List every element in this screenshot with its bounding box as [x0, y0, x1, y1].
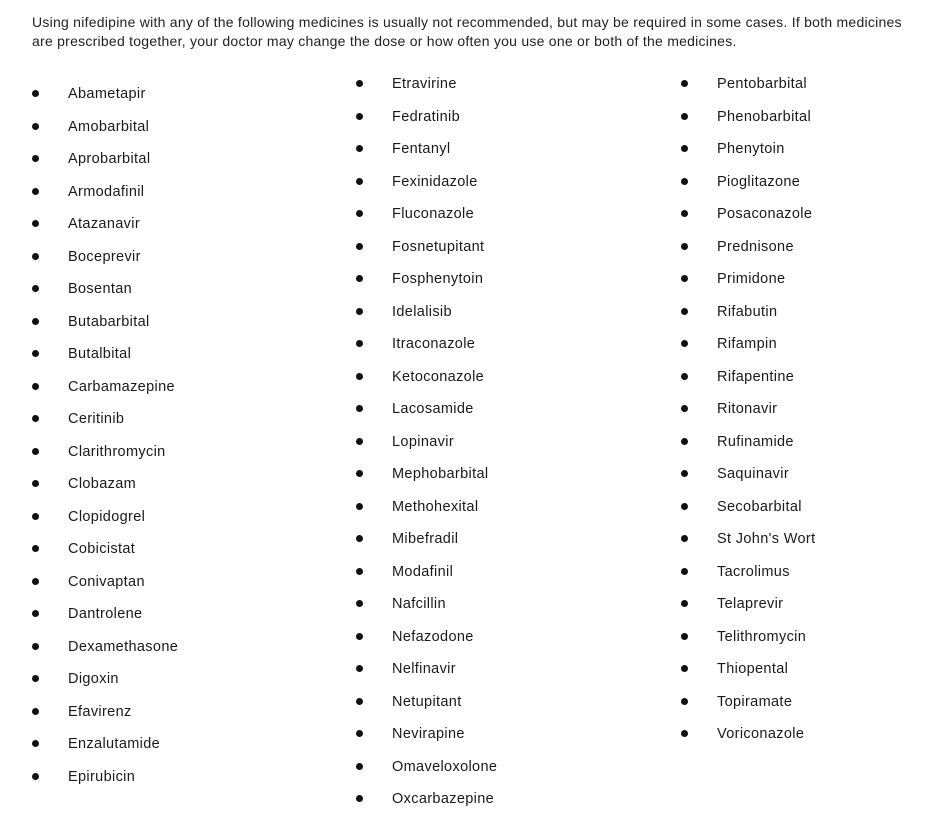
- bullet-icon: [681, 373, 688, 380]
- medicine-name: Posaconazole: [717, 206, 813, 222]
- bullet-icon: [356, 373, 363, 380]
- medicine-name: Thiopental: [717, 661, 789, 677]
- bullet-icon: [681, 145, 688, 152]
- medicine-name: Epirubicin: [68, 768, 136, 785]
- medicine-name: Clobazam: [68, 476, 137, 492]
- bullet-icon: [356, 145, 363, 152]
- medicine-name: Dexamethasone: [68, 638, 179, 655]
- bullet-icon: [681, 568, 688, 575]
- medicine-name: Pioglitazone: [717, 173, 801, 190]
- medicine-name: Mibefradil: [392, 531, 459, 547]
- bullet-icon: [681, 535, 688, 542]
- medicine-name: Voriconazole: [717, 726, 805, 742]
- bullet-icon: [32, 675, 39, 682]
- bullet-icon: [32, 123, 39, 130]
- bullet-icon: [681, 243, 688, 250]
- medicine-name: Saquinavir: [717, 466, 790, 482]
- bullet-icon: [356, 243, 363, 250]
- bullet-icon: [32, 155, 39, 162]
- bullet-icon: [356, 405, 363, 412]
- bullet-icon: [356, 438, 363, 445]
- bullet-icon: [32, 513, 39, 520]
- bullet-icon: [681, 470, 688, 477]
- medicine-name: Pentobarbital: [717, 76, 807, 92]
- bullet-icon: [32, 773, 39, 780]
- medicine-name: Itraconazole: [392, 336, 476, 352]
- medicine-name: Efavirenz: [68, 703, 132, 720]
- medicine-name: Methohexital: [392, 498, 479, 515]
- bullet-icon: [356, 535, 363, 542]
- medicine-name: Omaveloxolone: [392, 758, 498, 775]
- medicine-name: Mephobarbital: [392, 466, 489, 482]
- bullet-icon: [32, 578, 39, 585]
- bullet-icon: [356, 568, 363, 575]
- medicine-name: Phenobarbital: [717, 108, 812, 125]
- medicine-name: Nevirapine: [392, 726, 465, 742]
- bullet-icon: [32, 253, 39, 260]
- medicine-name: Abametapir: [68, 86, 146, 102]
- medicine-name: Etravirine: [392, 76, 457, 92]
- bullet-icon: [32, 350, 39, 357]
- medicine-name: Netupitant: [392, 693, 462, 710]
- bullet-icon: [32, 188, 39, 195]
- bullet-icon: [681, 503, 688, 510]
- bullet-icon: [681, 113, 688, 120]
- bullet-icon: [356, 80, 363, 87]
- medicine-name: Primidone: [717, 271, 786, 287]
- medicine-name: Rifabutin: [717, 303, 778, 320]
- medicine-name: Idelalisib: [392, 303, 452, 320]
- bullet-icon: [681, 633, 688, 640]
- bullet-icon: [32, 643, 39, 650]
- bullet-icon: [32, 318, 39, 325]
- medicine-name: Secobarbital: [717, 498, 802, 515]
- medicine-name: Conivaptan: [68, 573, 145, 590]
- medicine-name: Ritonavir: [717, 401, 778, 417]
- bullet-icon: [681, 80, 688, 87]
- bullet-icon: [356, 210, 363, 217]
- medicine-name: Nafcillin: [392, 596, 446, 612]
- bullet-icon: [356, 730, 363, 737]
- bullet-icon: [356, 503, 363, 510]
- medicine-name: Fosphenytoin: [392, 271, 484, 287]
- bullet-icon: [32, 285, 39, 292]
- bullet-icon: [681, 405, 688, 412]
- bullet-icon: [681, 178, 688, 185]
- medicine-name: Armodafinil: [68, 183, 145, 200]
- bullet-icon: [32, 220, 39, 227]
- medicine-name: Carbamazepine: [68, 378, 175, 395]
- medicine-name: Topiramate: [717, 693, 793, 710]
- medicine-name: Bosentan: [68, 281, 133, 297]
- bullet-icon: [681, 600, 688, 607]
- bullet-icon: [681, 308, 688, 315]
- medicine-name: Ketoconazole: [392, 368, 485, 385]
- bullet-icon: [32, 610, 39, 617]
- bullet-icon: [356, 763, 363, 770]
- medicine-name: Telaprevir: [717, 596, 784, 612]
- medicine-name: Ceritinib: [68, 411, 125, 427]
- medicine-name: Enzalutamide: [68, 736, 161, 752]
- bullet-icon: [356, 600, 363, 607]
- bullet-icon: [356, 275, 363, 282]
- bullet-icon: [32, 480, 39, 487]
- medicine-name: Clopidogrel: [68, 508, 146, 525]
- medicine-name: Amobarbital: [68, 118, 150, 135]
- bullet-icon: [356, 470, 363, 477]
- bullet-icon: [356, 308, 363, 315]
- medicine-name: Nelfinavir: [392, 661, 456, 677]
- bullet-icon: [32, 740, 39, 747]
- bullet-icon: [681, 438, 688, 445]
- bullet-icon: [356, 340, 363, 347]
- medicine-name: Lopinavir: [392, 433, 454, 450]
- bullet-icon: [32, 545, 39, 552]
- medicine-name: Rufinamide: [717, 433, 794, 450]
- medicine-name: Fedratinib: [392, 108, 460, 125]
- medicine-name: Dantrolene: [68, 606, 143, 622]
- medicine-name: Butalbital: [68, 346, 132, 362]
- bullet-icon: [356, 698, 363, 705]
- medicine-name: Modafinil: [392, 563, 454, 580]
- medicine-name: Fentanyl: [392, 141, 451, 157]
- medicine-name: Cobicistat: [68, 541, 136, 557]
- intro-paragraph: Using nifedipine with any of the following medicines is usually not recommended, but may be required in some cases. If both medicines are prescribed together, your doctor may change the dose or how often you use one or both of the medicines.: [32, 14, 902, 49]
- medicine-name: Boceprevir: [68, 248, 141, 265]
- medicine-name: Rifampin: [717, 336, 778, 352]
- bullet-icon: [32, 415, 39, 422]
- medicine-name: Butabarbital: [68, 313, 150, 330]
- medicine-name: Clarithromycin: [68, 443, 166, 460]
- medicine-name: St John's Wort: [717, 531, 816, 547]
- medicine-name: Prednisone: [717, 238, 794, 255]
- bullet-icon: [32, 448, 39, 455]
- medicine-name: Lacosamide: [392, 401, 474, 417]
- bullet-icon: [356, 795, 363, 802]
- medicine-name: Fexinidazole: [392, 173, 478, 190]
- bullet-icon: [32, 383, 39, 390]
- bullet-icon: [681, 730, 688, 737]
- medicine-name: Fluconazole: [392, 206, 475, 222]
- medicine-name: Digoxin: [68, 671, 119, 687]
- medicine-name: Tacrolimus: [717, 563, 790, 580]
- medicine-name: Rifapentine: [717, 368, 795, 385]
- bullet-icon: [681, 665, 688, 672]
- bullet-icon: [681, 275, 688, 282]
- bullet-icon: [32, 90, 39, 97]
- medicine-name: Atazanavir: [68, 216, 141, 232]
- bullet-icon: [681, 698, 688, 705]
- medicine-name: Fosnetupitant: [392, 238, 485, 255]
- bullet-icon: [356, 633, 363, 640]
- bullet-icon: [681, 340, 688, 347]
- bullet-icon: [356, 178, 363, 185]
- bullet-icon: [356, 113, 363, 120]
- medicine-name: Telithromycin: [717, 628, 807, 645]
- bullet-icon: [356, 665, 363, 672]
- medicine-name: Nefazodone: [392, 628, 474, 645]
- medicine-name: Oxcarbazepine: [392, 791, 495, 807]
- bullet-icon: [32, 708, 39, 715]
- bullet-icon: [681, 210, 688, 217]
- medicine-name: Phenytoin: [717, 141, 785, 157]
- medicine-name: Aprobarbital: [68, 151, 151, 167]
